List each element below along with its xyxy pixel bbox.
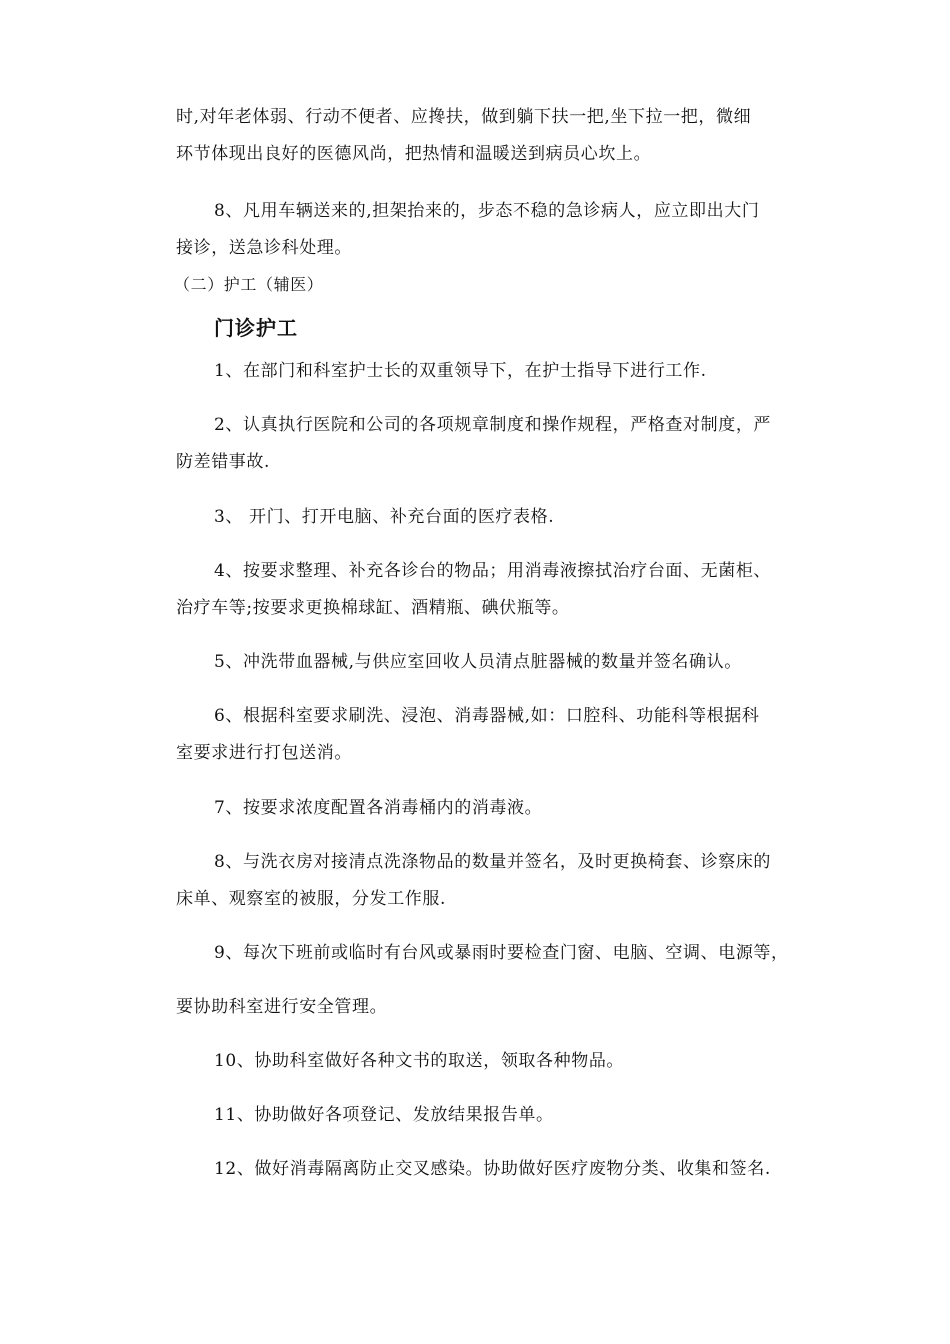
- list-item: 8、与洗衣房对接清点洗涤物品的数量并签名，及时更换椅套、诊察床的: [214, 852, 772, 872]
- paragraph-line: 8、凡用车辆送来的,担架抬来的，步态不稳的急诊病人，应立即出大门: [214, 201, 760, 221]
- list-item: 9、每次下班前或临时有台风或暴雨时要检查门窗、电脑、空调、电源等，: [214, 943, 789, 963]
- paragraph-line: 环节体现出良好的医德风尚，把热情和温暖送到病员心坎上。: [176, 144, 652, 164]
- list-item-continuation: 室要求进行打包送消。: [176, 743, 352, 763]
- list-item: 3、 开门、打开电脑、补充台面的医疗表格.: [214, 507, 555, 527]
- paragraph-line: 接诊，送急诊科处理。: [176, 238, 352, 258]
- list-item: 6、根据科室要求刷洗、浸泡、消毒器械,如：口腔科、功能科等根据科: [214, 706, 760, 726]
- list-item: 2、认真执行医院和公司的各项规章制度和操作规程，严格查对制度，严: [214, 415, 772, 435]
- list-item-continuation: 防差错事故.: [176, 452, 271, 472]
- list-item-continuation: 治疗车等;按要求更换棉球缸、酒精瓶、碘伏瓶等。: [176, 598, 570, 618]
- list-item: 10、协助科室做好各种文书的取送，领取各种物品。: [214, 1051, 625, 1071]
- section-label: （二）护工（辅医）: [174, 275, 324, 294]
- list-item: 11、协助做好各项登记、发放结果报告单。: [214, 1105, 554, 1125]
- list-item: 4、按要求整理、补充各诊台的物品；用消毒液擦拭治疗台面、无菌柜、: [214, 561, 772, 581]
- list-item-continuation: 要协助科室进行安全管理。: [176, 997, 388, 1017]
- list-item: 12、做好消毒隔离防止交叉感染。协助做好医疗废物分类、收集和签名.: [214, 1159, 771, 1179]
- paragraph-line: 时,对年老体弱、行动不便者、应搀扶，做到躺下扶一把,坐下拉一把，微细: [176, 107, 752, 127]
- list-item: 5、冲洗带血器械,与供应室回收人员清点脏器械的数量并签名确认。: [214, 652, 742, 672]
- list-item: 7、按要求浓度配置各消毒桶内的消毒液。: [214, 798, 543, 818]
- list-item-continuation: 床单、观察室的被服，分发工作服.: [176, 889, 447, 909]
- section-heading: 门诊护工: [214, 316, 298, 340]
- list-item: 1、在部门和科室护士长的双重领导下，在护士指导下进行工作.: [214, 361, 707, 381]
